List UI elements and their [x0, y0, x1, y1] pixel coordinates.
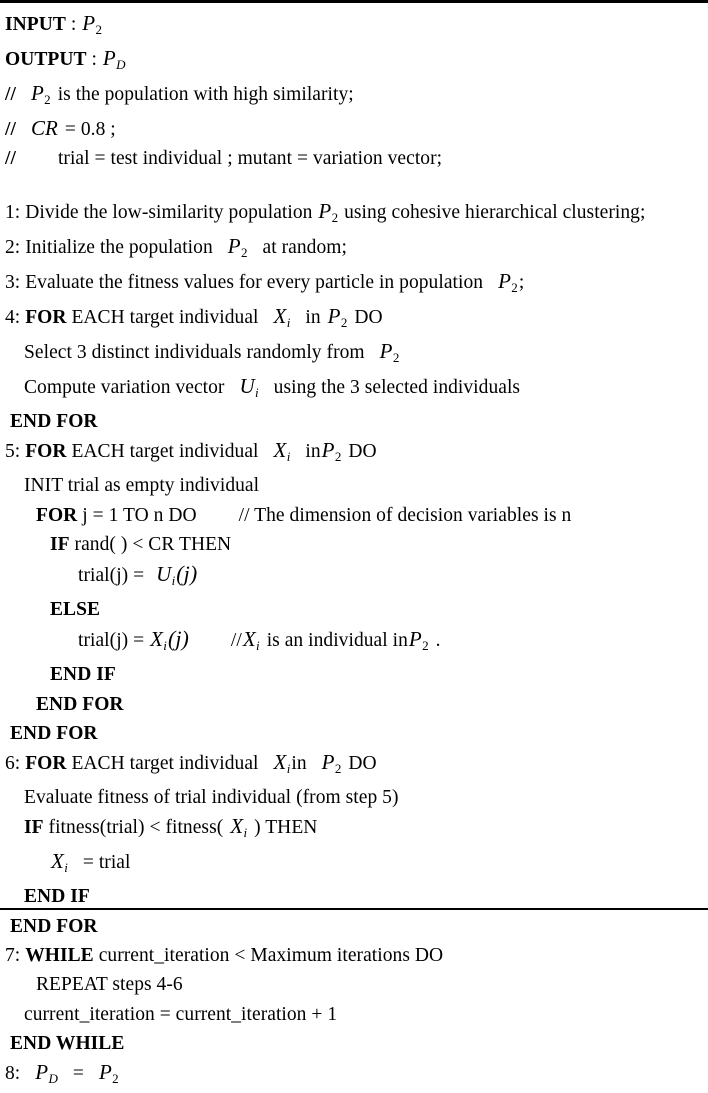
- step-6-number: 6:: [5, 753, 21, 775]
- step-3-variable: $P_2$: [498, 269, 518, 295]
- step-5-keyword: FOR: [25, 441, 67, 463]
- step-5-variable-p: $P_2$: [321, 438, 342, 464]
- comment-1-variable: $P_2$: [30, 80, 51, 107]
- step-7-body-increment: current_iteration = current_iteration + 1: [24, 1003, 338, 1025]
- step-4-body-select: [0, 337, 708, 372]
- step-6-keyword: FOR: [25, 753, 67, 775]
- step-8: [0, 1058, 708, 1093]
- input-colon: :: [65, 14, 82, 35]
- comment-marker-icon: //: [5, 118, 16, 140]
- step-8-equals: =: [72, 1063, 84, 1085]
- step-5-end-for-outer: END FOR: [10, 722, 98, 744]
- step-6-if-text-b: ) THEN: [254, 817, 318, 839]
- step-6-if-keyword: IF: [24, 817, 44, 839]
- step-6-assign-text: = trial: [82, 852, 131, 874]
- step-4-keyword: FOR: [25, 307, 67, 329]
- step-5-for-comment: // The dimension of decision variables is n: [238, 504, 572, 526]
- comment-2-variable: CR: [30, 115, 58, 140]
- step-4-number: 4:: [5, 307, 21, 329]
- comment-1-text: is the population with high similarity;: [57, 83, 354, 105]
- step-6-assign-variable: $X_i$: [51, 849, 68, 876]
- step-4-body-select-variable: $P_2$: [379, 339, 400, 365]
- output-line: [0, 44, 708, 79]
- step-6-assign: [0, 847, 708, 882]
- step-5-then-variable: $U_i$: [156, 562, 176, 588]
- step-6-end-if: END IF: [24, 886, 90, 908]
- step-3: [0, 267, 708, 302]
- step-5-else-assign: [0, 624, 708, 660]
- comment-line-2: [0, 114, 708, 144]
- step-6-text-c: DO: [348, 753, 377, 775]
- step-5-else-text: trial(j) =: [78, 630, 150, 652]
- step-2-text-a: Initialize the population: [25, 237, 213, 259]
- step-5-text-a: EACH target individual: [71, 441, 259, 463]
- step-4-body-compute-text-b: using the 3 selected individuals: [273, 377, 521, 399]
- step-4-body-compute-variable: $U_i$: [239, 374, 259, 400]
- step-5-else-comment-marker: //: [230, 630, 242, 652]
- step-5-variable-x: $X_i$: [273, 438, 291, 464]
- step-6-variable-p: $P_2$: [321, 750, 342, 776]
- step-5-text-b: in: [305, 441, 321, 463]
- step-5-for-keyword: FOR: [36, 504, 78, 526]
- input-label: INPUT: [5, 14, 66, 35]
- input-value: $P_2$: [82, 11, 102, 37]
- step-7-number: 7:: [5, 944, 21, 966]
- step-4: [0, 302, 708, 337]
- comment-3-text: trial = test individual ; mutant = variation vector;: [57, 148, 443, 170]
- input-line: [0, 9, 708, 44]
- step-3-text-b: ;: [518, 272, 525, 294]
- step-5-else-comment-text: is an individual in: [266, 630, 408, 652]
- step-4-body-compute: [0, 372, 708, 407]
- step-6-if: [0, 812, 708, 847]
- step-5-else-arg: (j): [167, 626, 189, 652]
- step-4-text-c: DO: [354, 307, 383, 329]
- header-body-separator: [0, 173, 708, 197]
- step-4-body-compute-text-a: Compute variation vector: [24, 377, 225, 399]
- step-4-end-for: END FOR: [10, 411, 98, 433]
- step-5-then-arg: (j): [176, 561, 198, 587]
- comment-marker-icon: //: [5, 148, 16, 170]
- step-8-variable-pd: $P_D$: [35, 1060, 58, 1086]
- step-1-text-b: using cohesive hierarchical clustering;: [344, 202, 646, 224]
- step-5-number: 5:: [5, 441, 21, 463]
- output-label: OUTPUT: [5, 48, 87, 70]
- step-4-variable-p: $P_2$: [327, 304, 348, 330]
- step-6-if-variable: $X_i$: [230, 814, 248, 841]
- step-4-text-a: EACH target individual: [71, 307, 259, 329]
- step-1-variable: $P_2$: [318, 199, 339, 226]
- step-8-number: 8:: [5, 1063, 21, 1085]
- step-6-if-text-a: fitness(trial) < fitness(: [48, 817, 224, 839]
- step-6-end-for: END FOR: [10, 915, 98, 937]
- step-6: [0, 748, 708, 783]
- step-5-else-variable: $X_i$: [150, 627, 167, 654]
- step-7-keyword: WHILE: [25, 944, 94, 966]
- step-2-variable: $P_2$: [227, 234, 248, 260]
- step-5-then-text: trial(j) =: [78, 565, 150, 587]
- step-6-variable-x: $X_i$: [273, 750, 291, 776]
- step-7: [0, 941, 708, 970]
- step-6-text-a: EACH target individual: [71, 753, 259, 775]
- comment-marker-icon: //: [5, 83, 16, 105]
- step-1: [0, 197, 708, 232]
- step-5-else-comment-end: .: [435, 630, 441, 652]
- step-5-else-comment-variable-2: $P_2$: [408, 627, 429, 654]
- step-2-number: 2:: [5, 237, 21, 259]
- step-5-inner-for: [0, 501, 708, 530]
- step-2: [0, 232, 708, 267]
- step-5-then-assign: [0, 559, 708, 595]
- step-5-text-c: DO: [348, 441, 377, 463]
- step-3-number: 3:: [5, 272, 21, 294]
- step-5-init: INIT trial as empty individual: [24, 475, 260, 497]
- step-6-body-evaluate: Evaluate fitness of trial individual (from step 5): [24, 787, 399, 809]
- step-5-else-comment-variable: $X_i$: [242, 627, 260, 654]
- step-4-body-select-text: Select 3 distinct individuals randomly from: [24, 342, 365, 364]
- step-4-text-b: in: [305, 307, 321, 329]
- comment-2-text: = 0.8 ;: [64, 118, 116, 140]
- output-colon: :: [86, 48, 102, 70]
- step-5-end-for-inner: END FOR: [36, 693, 124, 715]
- comment-line-3: [0, 144, 708, 173]
- step-5-if-text: rand( ) < CR THEN: [74, 533, 232, 555]
- step-5-end-if: END IF: [50, 664, 116, 686]
- step-7-body-repeat: REPEAT steps 4-6: [36, 974, 183, 996]
- step-6-text-b: in: [291, 753, 307, 775]
- step-3-text-a: Evaluate the fitness values for every particle in population: [25, 272, 484, 294]
- output-value: $P_D$: [102, 45, 126, 72]
- step-4-variable-x: $X_i$: [273, 304, 291, 330]
- step-7-text: current_iteration < Maximum iterations DO: [98, 944, 444, 966]
- step-5-for-text: j = 1 TO n DO: [82, 504, 197, 526]
- step-8-variable-p2: $P_2$: [98, 1060, 119, 1086]
- step-2-text-b: at random;: [262, 237, 347, 259]
- step-5-if: [0, 530, 708, 559]
- step-5: [0, 436, 708, 471]
- step-5-if-keyword: IF: [50, 533, 70, 555]
- step-5-else: ELSE: [50, 599, 101, 621]
- comment-line-1: [0, 79, 708, 114]
- step-1-number: 1:: [5, 202, 21, 224]
- step-1-text-a: Divide the low-similarity population: [25, 202, 313, 224]
- step-7-end-while: END WHILE: [10, 1032, 125, 1054]
